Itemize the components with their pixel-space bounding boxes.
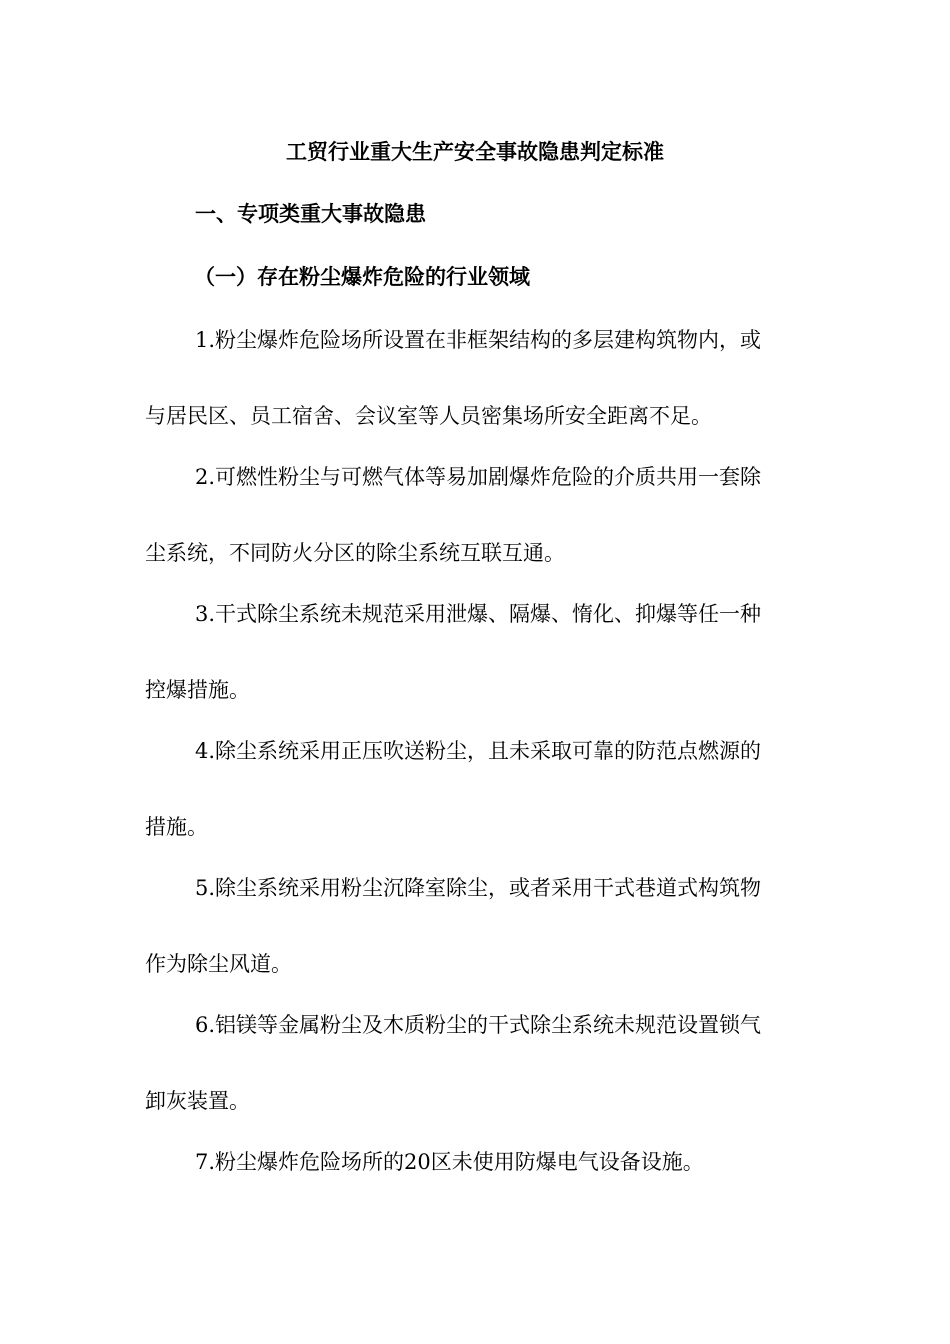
subsection-heading: （一）存在粉尘爆炸危险的行业领域 <box>194 265 530 289</box>
list-item <box>145 596 805 708</box>
item-text-line: 4.除尘系统采用正压吹送粉尘，且未采取可靠的防范点燃源的 <box>195 739 762 763</box>
item-text-continuation: 尘系统，不同防火分区的除尘系统互联互通。 <box>145 541 565 565</box>
item-text-continuation: 措施。 <box>145 815 208 839</box>
list-item <box>145 459 805 571</box>
item-text-line: 3.干式除尘系统未规范采用泄爆、隔爆、惰化、抑爆等任一种 <box>195 602 762 626</box>
item-text-continuation: 作为除尘风道。 <box>145 952 292 976</box>
item-text-line: 2.可燃性粉尘与可燃气体等易加剧爆炸危险的介质共用一套除 <box>195 465 762 489</box>
list-item <box>145 1144 805 1180</box>
item-text-line: 7.粉尘爆炸危险场所的20区未使用防爆电气设备设施。 <box>195 1150 704 1174</box>
document-title: 工贸行业重大生产安全事故隐患判定标准 <box>286 140 664 164</box>
item-text-continuation: 卸灰装置。 <box>145 1089 250 1113</box>
item-text-continuation: 控爆措施。 <box>145 678 250 702</box>
list-item <box>145 322 805 434</box>
list-item <box>145 733 805 845</box>
list-item <box>145 1007 805 1119</box>
item-text-line: 6.铝镁等金属粉尘及木质粉尘的干式除尘系统未规范设置锁气 <box>195 1013 762 1037</box>
list-item <box>145 870 805 982</box>
section-heading: 一、专项类重大事故隐患 <box>195 202 426 226</box>
item-text-line: 5.除尘系统采用粉尘沉降室除尘，或者采用干式巷道式构筑物 <box>195 876 762 900</box>
item-text-line: 1.粉尘爆炸危险场所设置在非框架结构的多层建构筑物内，或 <box>195 328 762 352</box>
item-text-continuation: 与居民区、员工宿舍、会议室等人员密集场所安全距离不足。 <box>145 404 712 428</box>
